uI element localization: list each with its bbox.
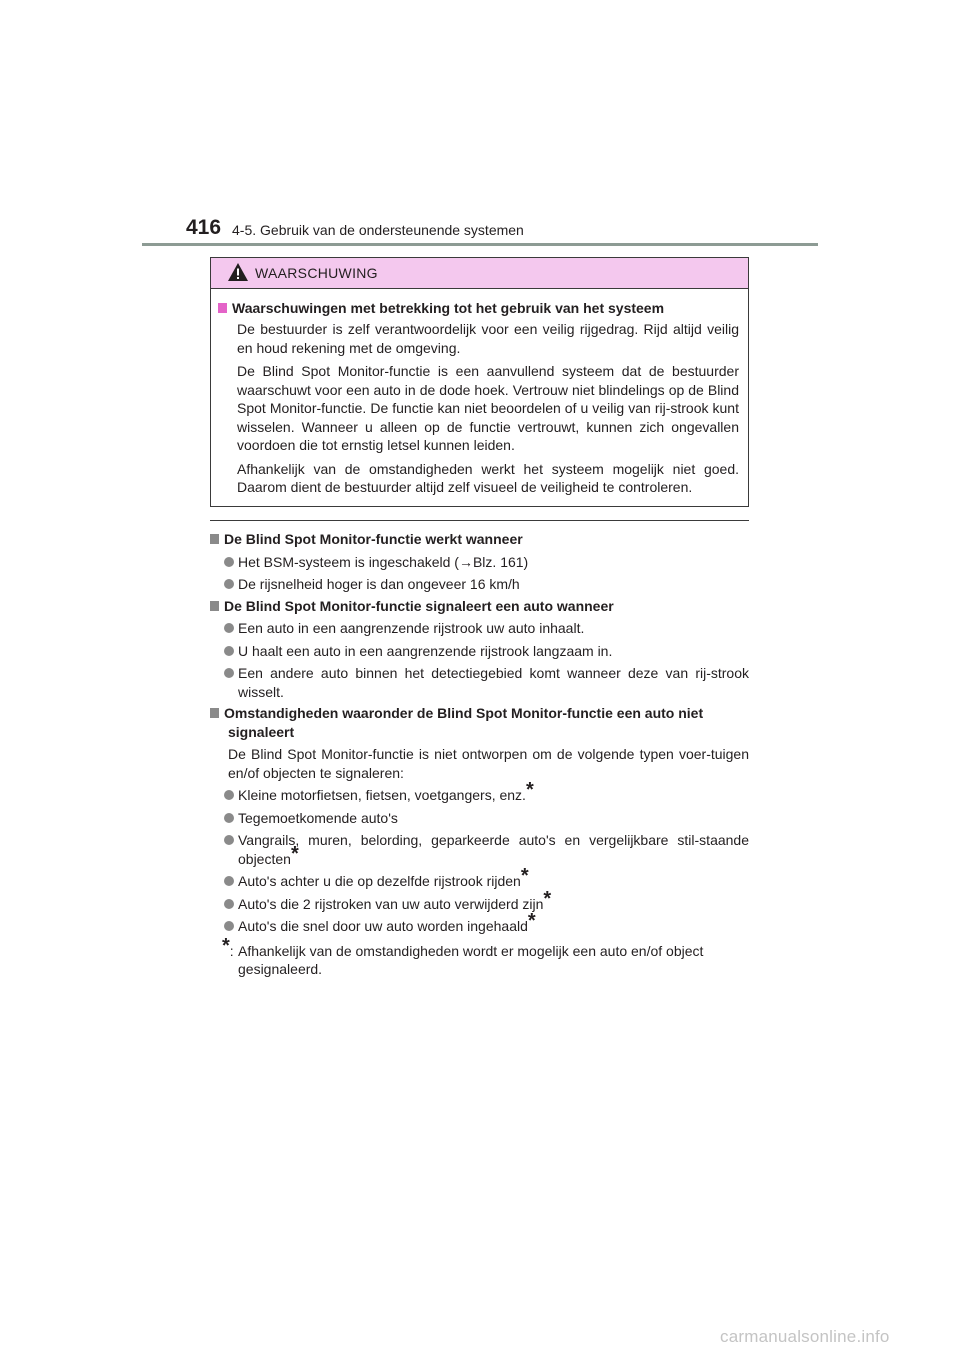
list-item [210,642,749,661]
footnote-star: * [520,865,529,887]
header-rule [142,243,818,246]
list-item [210,779,749,805]
footnote-star: * [222,934,230,957]
warning-heading [218,299,739,317]
content-rule [210,520,749,521]
list-item [210,553,749,572]
list-item-text: Tegemoetkomende auto's [238,809,398,826]
bullet-dot-icon [224,835,234,845]
footnote-text: Afhankelijk van de omstandigheden wordt er mogelijk een auto en/of object gesignaleerd. [238,942,704,977]
section-heading-text: De Blind Spot Monitor-functie signaleert een auto wanneer [224,597,614,614]
bullet-dot-icon [224,876,234,886]
list-item-text: Auto's die 2 rijstroken van uw auto verwijderd zijn [238,895,544,912]
footnote-star: * [290,842,299,865]
footnote-star: * [525,779,534,801]
footnote-star: * [543,887,552,910]
list-item [210,619,749,638]
warning-box [210,257,749,507]
watermark: carmanualsonline.info [720,1327,890,1346]
warning-paragraph: De Blind Spot Monitor-functie is een aanvullend systeem dat de bestuurder waarschuwt voor een auto in de dode hoek. Vertrouw niet blindelings op de Blind Spot Monitor-functie. De functie kan niet beoordelen of u veilig van rij-strook kunt wisselen. Wanneer u alleen op de functie vertrouwt, kunnen zich ongevallen voordoen die tot ernstig letsel kunnen leiden. [237,363,739,453]
footnote-star: * [527,910,536,932]
list-item [210,887,749,914]
section-heading [210,530,749,549]
warning-paragraph: De bestuurder is zelf verantwoordelijk voor een veilig rijgedrag. Rijd altijd veilig en houd rekening met de omgeving. [237,321,739,356]
warning-header [211,258,748,289]
bullet-dot-icon [224,646,234,656]
footnote-colon: : [229,942,234,959]
section-heading-text: De Blind Spot Monitor-functie werkt wanneer [224,531,523,547]
warning-heading-text: Waarschuwingen met betrekking tot het gebruik van het systeem [232,300,665,316]
bullet-dot-icon [224,921,234,931]
section-heading [210,704,749,741]
list-item-text: U haalt een auto in een aangrenzende rijstrook langzaam in. [238,642,613,659]
list-item-text: De rijsnelheid hoger is dan ongeveer 16 km/h [238,576,520,592]
list-item-text: Auto's die snel door uw auto worden ingehaald [238,918,528,934]
list-item [210,910,749,936]
footnote [210,934,749,979]
bullet-dot-icon [224,813,234,823]
main-content [210,527,749,979]
list-item-text: Auto's achter u die op dezelfde rijstrook rijden [238,873,521,889]
square-bullet-icon [210,708,219,718]
section-heading [210,597,749,616]
warning-square-icon [218,303,227,313]
warning-triangle-icon [227,262,249,282]
footnote-mark [222,934,234,961]
square-bullet-icon [210,534,219,544]
list-item-text: Een auto in een aangrenzende rijstrook uw auto inhaalt. [238,620,585,636]
warning-label: WAARSCHUWING [255,265,378,281]
section-heading-text: Omstandigheden waaronder de Blind Spot Monitor-functie een auto niet signaleert [224,705,704,740]
bullet-dot-icon [224,899,234,909]
list-item-text: Een andere auto binnen het detectiegebied komt wanneer deze van rij-strook wisselt. [238,665,749,700]
list-item-text: Kleine motorfietsen, fietsen, voetgangers, enz. [238,787,526,803]
bullet-dot-icon [224,790,234,800]
list-item [210,831,749,868]
square-bullet-icon [210,601,219,611]
bullet-dot-icon [224,623,234,633]
bullet-dot-icon [224,579,234,589]
bullet-dot-icon [224,668,234,678]
list-item-text: Het BSM-systeem is ingeschakeld (→Blz. 161) [238,553,529,570]
section-intro: De Blind Spot Monitor-functie is niet ontworpen om de volgende typen voer-tuigen en/of objecten te signaleren: [228,746,749,781]
section-title: 4-5. Gebruik van de ondersteunende systemen [232,222,524,238]
list-item [210,809,749,828]
warning-paragraph: Afhankelijk van de omstandigheden werkt het systeem mogelijk niet goed. Daarom dient de bestuurder altijd zelf visueel de veiligheid te controleren. [237,460,739,495]
list-item [210,575,749,594]
page-number: 416 [186,216,222,239]
bullet-dot-icon [224,557,234,567]
list-item-text: Vangrails, muren, belording, geparkeerde auto's en vergelijkbare stil-staande objecten [238,832,749,867]
list-item [210,664,749,701]
list-item [210,865,749,891]
warning-body [211,289,748,497]
